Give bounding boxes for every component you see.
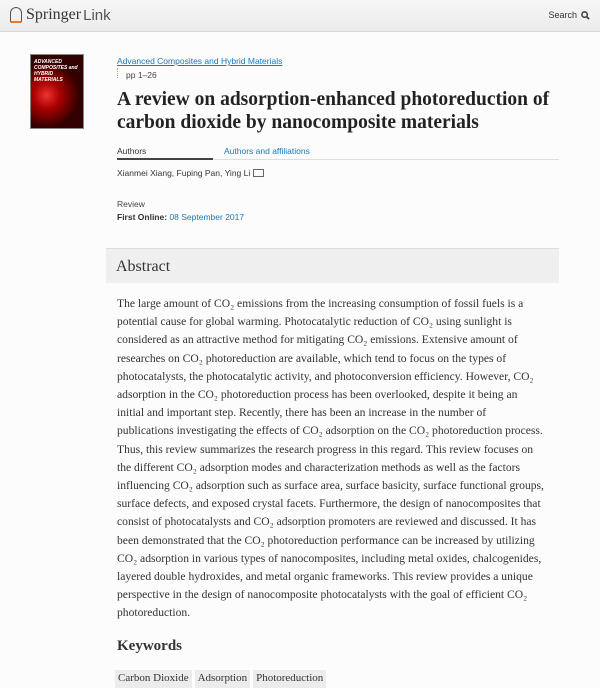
first-online (117, 212, 244, 222)
abstract-line: Thus, this review summarizes the research progress in this regard. This review focuses on (117, 442, 534, 456)
springer-link-logo[interactable] (10, 6, 111, 24)
keywords-heading: Keywords (117, 638, 182, 654)
abstract-line: publications investigating the effects of CO₂ adsorption on the CO₂ photoreduction process. (117, 424, 543, 438)
article-title: A review on adsorption-enhanced photoreduction of carbon dioxide by nanocomposite materials (117, 89, 550, 133)
search-label: Search (548, 10, 577, 20)
header (0, 0, 600, 32)
abstract-line: influencing CO₂ adsorption such as surface area, surface basicity, surface functional groups, (117, 479, 544, 493)
abstract-line: adsorption in the CO₂ photoreduction process has been overlooked, despite it being an (117, 388, 518, 402)
abstract-line: photoreduction. (117, 606, 191, 620)
brand-main: Springer (26, 6, 82, 23)
article-type: Review (117, 199, 145, 209)
keyword-list (115, 670, 326, 688)
search-button[interactable] (548, 10, 590, 20)
brand-sub: Link (83, 6, 111, 24)
authors-text[interactable]: Xianmei Xiang, Fuping Pan, Ying Li (117, 168, 251, 178)
abstract-line: layered double hydroxides, and metal organic frameworks. This review provides a unique (117, 570, 533, 584)
abstract-line: surface defects, and exposed crystal facets. Furthermore, the design of nanocomposites that (117, 497, 541, 511)
email-icon[interactable] (253, 169, 264, 177)
journal-link[interactable]: Advanced Composites and Hybrid Materials (117, 56, 283, 66)
first-online-date[interactable]: 08 September 2017 (169, 212, 245, 222)
abstract-line: researches on CO₂ photoreduction are available, which tend to focus on the types of (117, 351, 507, 365)
abstract-line: the different CO₂ adsorption modes and characterization methods as well as the factors (117, 460, 521, 474)
abstract-line: been demonstrated that the CO₂ photoreduction performance can be increased by utilizing (117, 533, 535, 547)
keyword-chip[interactable]: Adsorption (195, 670, 251, 688)
abstract-line: CO₂ adsorption in various types of nanocomposites, including metal oxides, chalcogenides, (117, 551, 542, 565)
abstract-line: consist of photocatalysts and CO₂ adsorption promoters are reviewed and discussed. It has (117, 515, 537, 529)
abstract-line: potential cause for global warming. Photocatalytic reduction of CO₂ using sunlight is (117, 315, 512, 329)
abstract-text (117, 295, 577, 623)
search-icon (581, 11, 590, 20)
abstract-line: photocatalysts, the photocatalytic activity, and photoconversion efficiency. However, CO₂ (117, 369, 534, 383)
journal-cover-image[interactable] (30, 54, 84, 129)
page-range: pp 1–26 (117, 68, 157, 78)
first-online-label: First Online: (117, 212, 168, 222)
abstract-heading: Abstract (116, 258, 171, 275)
keyword-chip[interactable]: Carbon Dioxide (115, 670, 192, 688)
springer-horse-icon (10, 7, 22, 23)
tab-authors-and-affiliations[interactable]: Authors and affiliations (224, 146, 310, 156)
abstract-header (106, 248, 559, 283)
abstract-line: considered as an attractive method for mitigating CO₂ emissions. Extensive amount of (117, 333, 518, 347)
tab-authors[interactable]: Authors (117, 146, 213, 160)
cover-title: ADVANCED COMPOSITES and HYBRID MATERIALS (34, 59, 78, 83)
author-tabs (117, 146, 559, 160)
author-list (117, 168, 264, 178)
abstract-line: The large amount of CO₂ emissions from the increasing consumption of fossil fuels is a (117, 297, 524, 310)
abstract-line: perspective in the design of nanocomposite photocatalysts with the goal of efficient CO₂ (117, 588, 528, 602)
keyword-chip[interactable]: Photoreduction (253, 670, 326, 688)
abstract-line: initial and important step. Recently, there has been an increase in the number of (117, 406, 487, 420)
